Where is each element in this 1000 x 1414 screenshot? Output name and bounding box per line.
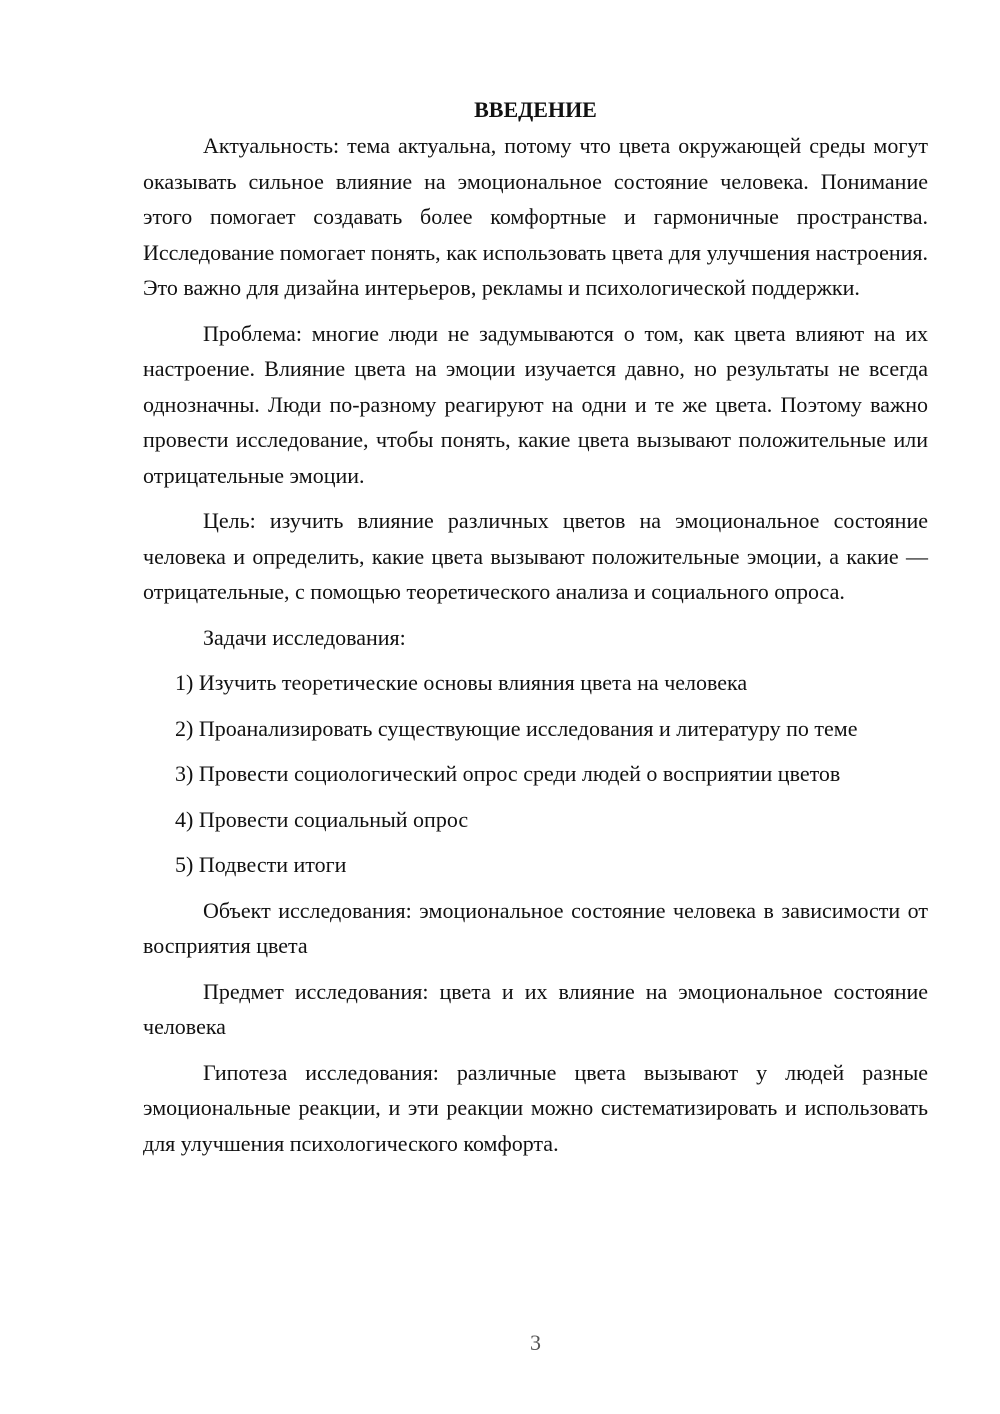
page-number: 3	[530, 1330, 541, 1355]
paragraph-goal: Цель: изучить влияние различных цветов на эмоциональное состояние человека и определить, какие цвета вызывают положительные эмоции, а какие — отрицательные, с помощью теоретического анализа и социального опроса.	[143, 508, 928, 604]
task-item-5: 5) Подвести итоги	[175, 852, 347, 877]
task-item-2: 2) Проанализировать существующие исследования и литературу по теме	[175, 715, 858, 741]
tasks-heading: Задачи исследования:	[203, 624, 406, 650]
task-item-1: 1) Изучить теоретические основы влияния цвета на человека	[175, 670, 748, 695]
paragraph-problem: Проблема: многие люди не задумываются о том, как цвета влияют на их настроение. Влияние цвета на эмоции изучается давно, но результаты не всегда однозначны. Люди по-разному реагируют на одни и те же цвета. Поэтому важно провести исследование, чтобы понять, какие цвета вызывают положительные или отрицательные эмоции.	[143, 320, 928, 488]
task-item-3: 3) Провести социологический опрос среди людей о восприятии цветов	[175, 761, 841, 786]
paragraph-hypothesis: Гипотеза исследования: различные цвета вызывают у людей разные эмоциональные реакции, и эти реакции можно систематизировать и использовать для улучшения психологического комфорта.	[143, 1059, 928, 1156]
page-title: ВВЕДЕНИЕ	[474, 97, 597, 122]
task-item-4: 4) Провести социальный опрос	[175, 806, 469, 832]
paragraph-relevance: Актуальность: тема актуальна, потому что цвета окружающей среды могут оказывать сильное влияние на эмоциональное состояние человека. Понимание этого помогает создавать более комфортные и гармоничные пространства. Исследование помогает понять, как использовать цвета для улучшения настроения. Это важно для дизайна интерьеров, рекламы и психологической поддержки.	[143, 133, 928, 300]
document-page	[143, 92, 928, 1171]
paragraph-object: Объект исследования: эмоциональное состояние человека в зависимости от восприятия цвета	[143, 897, 928, 958]
paragraph-subject: Предмет исследования: цвета и их влияние на эмоциональное состояние человека	[143, 978, 928, 1039]
